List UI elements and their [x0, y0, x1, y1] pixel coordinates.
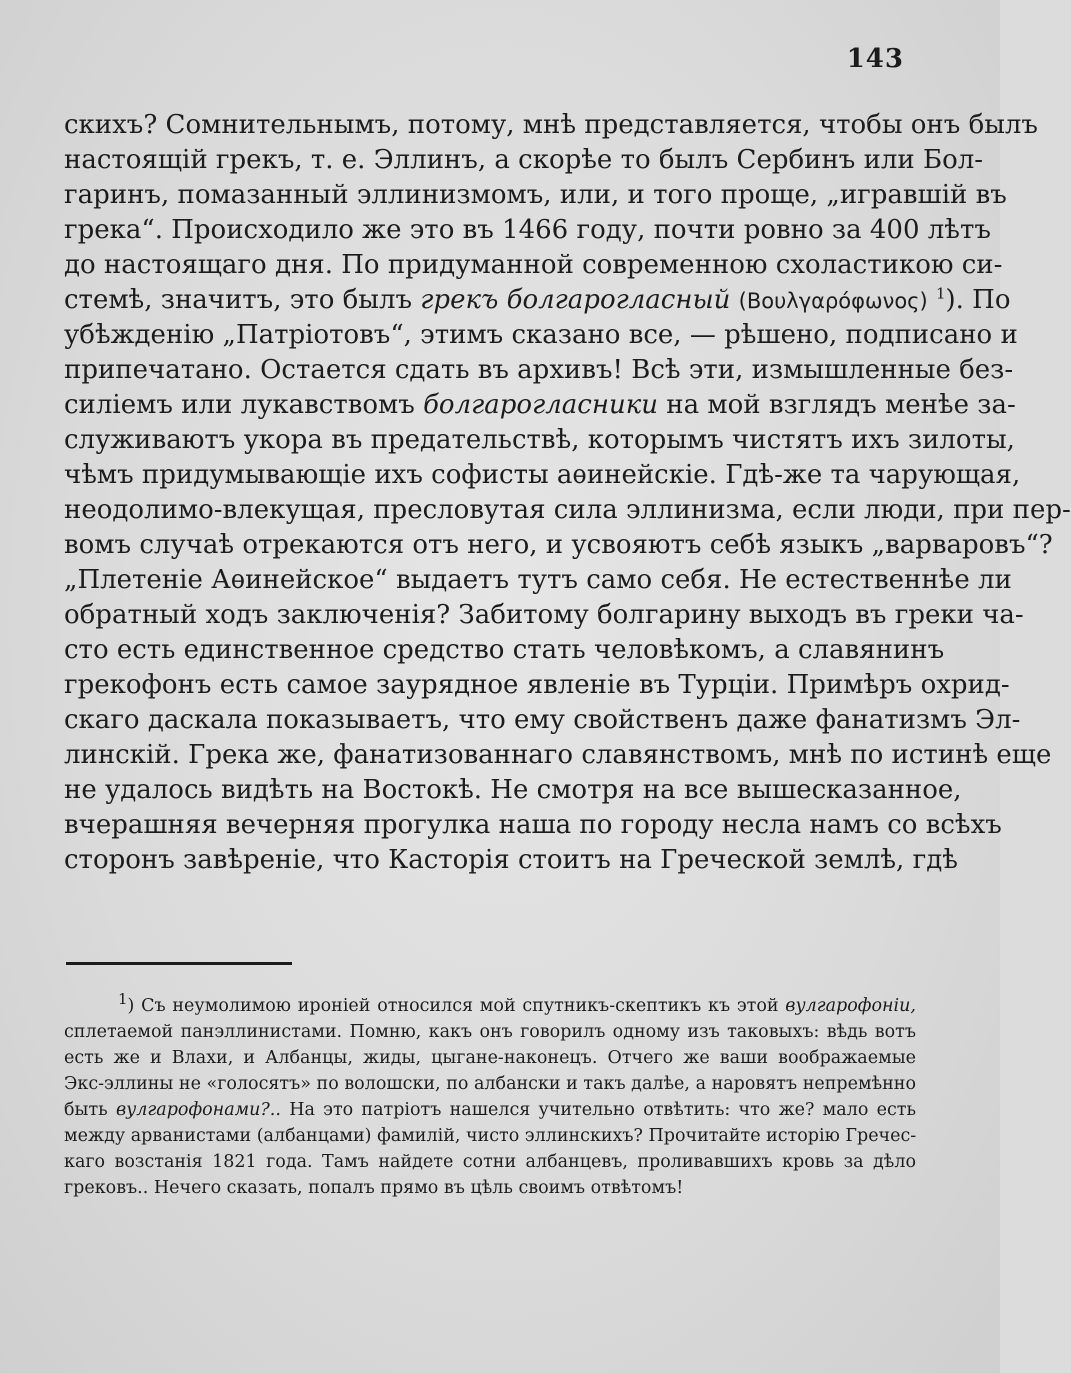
- footnote-line: сплетаемой панэллинистами. Помню, какъ онъ говорилъ одному изъ таковыхъ: вѣдь вотъ: [64, 1022, 916, 1042]
- footnote-line: [64, 1097, 916, 1123]
- text-line: неодолимо-влекущая, пресловутая сила эллинизма, если люди, при пер-: [64, 495, 1071, 525]
- text-segment: на мой взглядъ менѣе за-: [666, 390, 1016, 420]
- text-line: настоящій грекъ, т. е. Эллинъ, а скорѣе то былъ Сербинъ или Бол-: [64, 145, 984, 175]
- text-segment: силіемъ или лукавствомъ: [64, 390, 415, 420]
- text-line: грека“. Происходило же это въ 1466 году, почти ровно за 400 лѣтъ: [64, 215, 991, 245]
- footnote: [64, 990, 917, 1201]
- text-segment: На это патріотъ нашелся учительно отвѣтить: что же? мало есть: [289, 1100, 916, 1120]
- text-line: обратный ходъ заключенія? Забитому болгарину выходъ въ греки ча-: [64, 600, 1024, 630]
- text-line: [64, 388, 1016, 423]
- text-line: не удалось видѣть на Востокѣ. Не смотря на все вышесказанное,: [64, 775, 962, 805]
- text-segment: быть: [64, 1100, 108, 1120]
- text-line: припечатано. Остается сдать въ архивъ! Всѣ эти, измышленные без-: [64, 355, 1014, 385]
- text-line: скихъ? Сомнительнымъ, потому, мнѣ представляется, чтобы онъ былъ: [64, 110, 1038, 140]
- footnote-line: [64, 990, 916, 1019]
- italic-term: болгарогласники: [423, 390, 658, 420]
- page-number: 143: [846, 44, 904, 74]
- footnote-ref: 1: [935, 284, 946, 303]
- italic-term: грекъ болгарогласный: [420, 285, 731, 315]
- italic-term: вулгарофоніи,: [785, 996, 916, 1016]
- main-text: [64, 108, 1071, 878]
- text-line: скаго даскала показываетъ, что ему свойственъ даже фанатизмъ Эл-: [64, 705, 1021, 735]
- footnote-marker: 1: [118, 990, 128, 1009]
- text-segment: ) Съ неумолимою ироніей относился мой спутникъ-скептикъ къ этой: [127, 996, 779, 1016]
- text-line: сто есть единственное средство стать человѣкомъ, а славянинъ: [64, 635, 945, 665]
- text-line: грекофонъ есть самое заурядное явленіе въ Турціи. Примѣръ охрид-: [64, 670, 1010, 700]
- footnote-line: Экс-эллины не «голосятъ» по волошски, по албански и такъ далѣе, а наровятъ непремѣнно: [64, 1074, 916, 1094]
- text-segment: стемѣ, значитъ, это былъ: [64, 285, 413, 315]
- footnote-line: грековъ.. Нечего сказать, попалъ прямо въ цѣль своимъ отвѣтомъ!: [64, 1178, 684, 1198]
- text-line: линскій. Грека же, фанатизованнаго славянствомъ, мнѣ по истинѣ еще: [64, 740, 1052, 770]
- text-line: вчерашняя вечерняя прогулка наша по городу несла намъ со всѣхъ: [64, 810, 1002, 840]
- text-line: до настоящаго дня. По придуманной современною схоластикою си-: [64, 250, 1003, 280]
- footnote-divider: [66, 962, 292, 965]
- text-line: убѣжденію „Патріотовъ“, этимъ сказано все, — рѣшено, подписано и: [64, 320, 1018, 350]
- text-line: сторонъ завѣреніе, что Касторія стоитъ на Греческой землѣ, гдѣ: [64, 845, 958, 875]
- footnote-line: каго возстанія 1821 года. Тамъ найдете сотни албанцевъ, проливавшихъ кровь за дѣло: [64, 1152, 916, 1172]
- text-line: вомъ случаѣ отрекаются отъ него, и усвояютъ себѣ языкъ „варваровъ“?: [64, 530, 1053, 560]
- text-line: гаринъ, помазанный эллинизмомъ, или, и того проще, „игравшій въ: [64, 180, 1007, 210]
- text-segment: ). По: [945, 285, 1011, 315]
- text-line: [64, 283, 1011, 318]
- footnote-line: между арванистами (албанцами) фамилій, чисто эллинскихъ? Прочитайте исторію Гречес-: [64, 1126, 917, 1146]
- text-line: „Плетеніе Аѳинейское“ выдаетъ тутъ само себя. Не естественнѣе ли: [64, 565, 1012, 595]
- text-line: служиваютъ укора въ предательствѣ, которымъ чистятъ ихъ зилоты,: [64, 425, 1015, 455]
- text-line: чѣмъ придумывающіе ихъ софисты аѳинейскіе. Гдѣ-же та чарующая,: [64, 460, 1021, 490]
- footnote-line: есть же и Влахи, и Албанцы, жиды, цыгане-наконецъ. Отчего же ваши воображаемые: [64, 1048, 916, 1068]
- italic-term: вулгарофонами?..: [115, 1100, 281, 1120]
- greek-term: (Βουλγαρόφωνος): [738, 289, 928, 313]
